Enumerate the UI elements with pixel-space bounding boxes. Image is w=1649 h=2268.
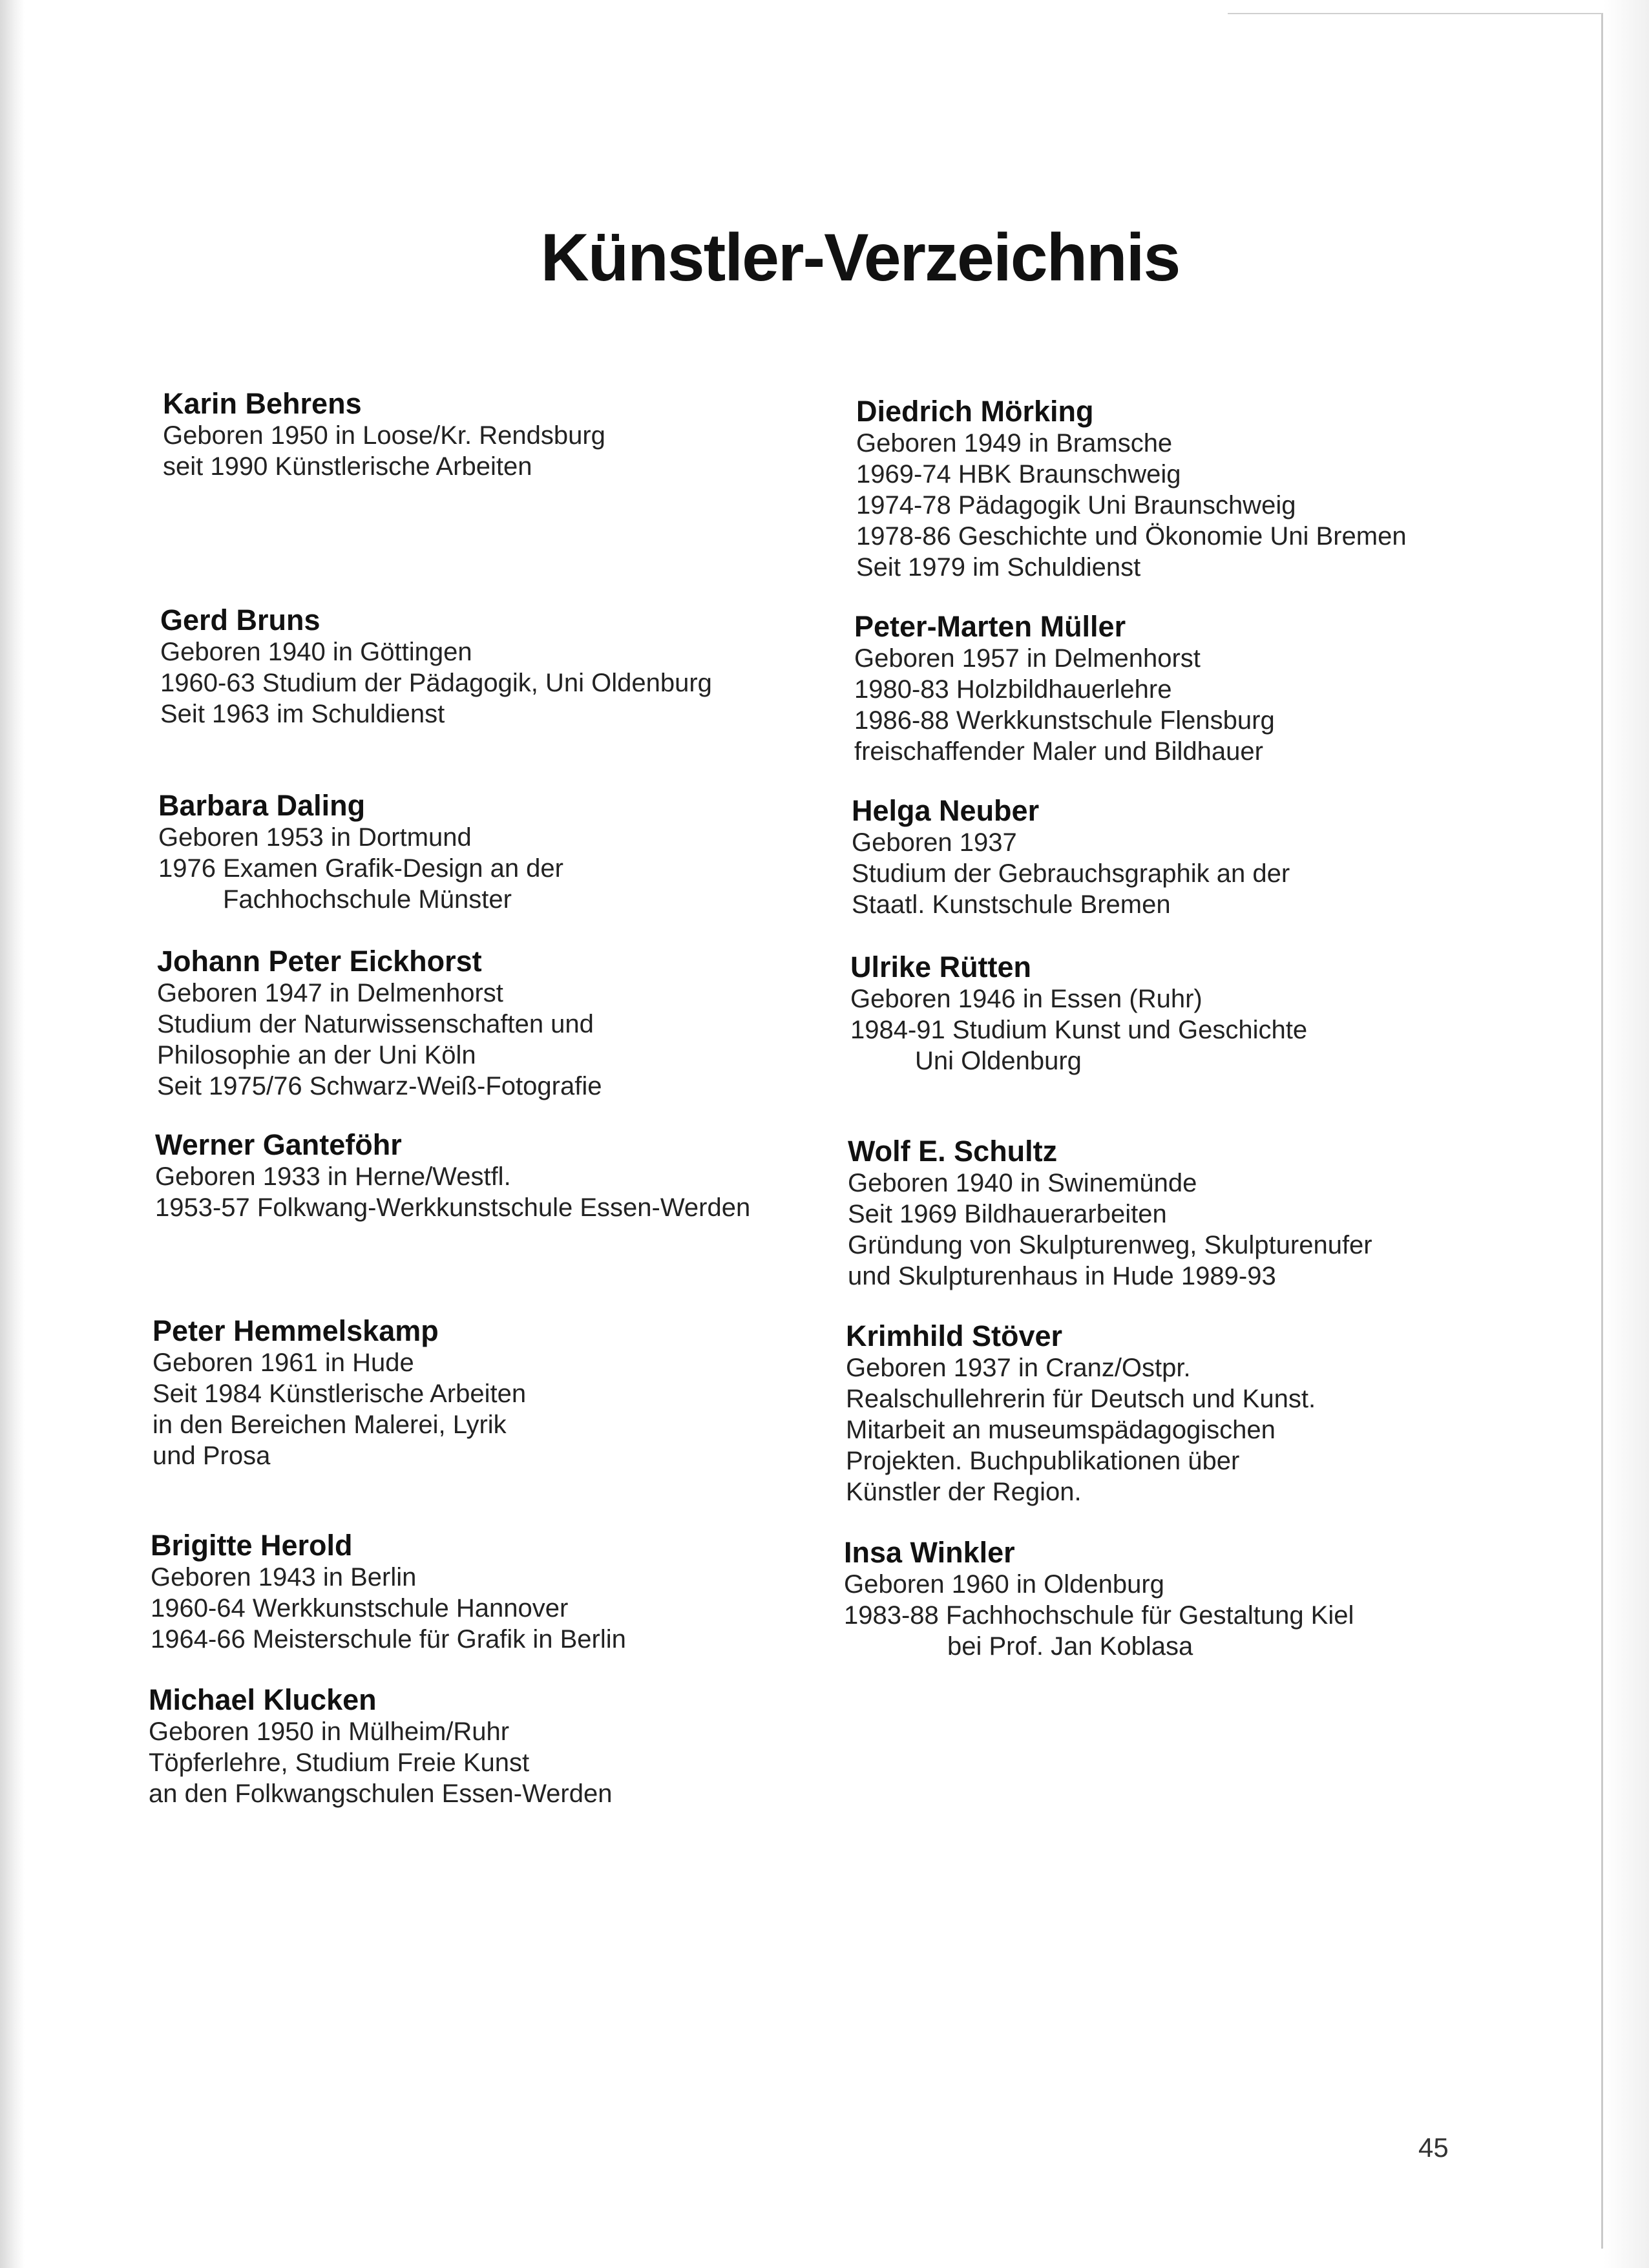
artist-entry-johann-peter-eickhorst — [157, 945, 835, 1102]
artist-detail: Geboren 1947 in Delmenhorst — [157, 979, 503, 1007]
artist-detail: 1953-57 Folkwang-Werkkunstschule Essen-Werden — [155, 1193, 751, 1222]
artist-detail: Mitarbeit an museumspädagogischen — [846, 1416, 1276, 1444]
artist-detail: Staatl. Kunstschule Bremen — [852, 890, 1171, 919]
artist-name: Peter-Marten Müller — [854, 610, 1126, 643]
artist-entry-karin-behrens — [163, 388, 841, 482]
page-title: Künstler-Verzeichnis — [540, 220, 1180, 295]
artist-detail: Geboren 1950 in Mülheim/Ruhr — [149, 1717, 510, 1746]
artist-detail: Geboren 1937 — [852, 828, 1017, 857]
artist-detail: Seit 1975/76 Schwarz-Weiß-Fotografie — [157, 1072, 602, 1100]
artist-entry-barbara-daling — [158, 790, 837, 915]
artist-detail: Geboren 1961 in Hude — [152, 1349, 414, 1377]
artist-detail: Seit 1963 im Schuldienst — [160, 700, 445, 728]
artist-detail: Geboren 1943 in Berlin — [151, 1563, 417, 1591]
artist-detail: 1984-91 Studium Kunst und Geschichte — [850, 1016, 1308, 1044]
artist-entry-wolf-e-schultz — [848, 1135, 1526, 1292]
scan-edge-left — [0, 0, 25, 2268]
artist-name: Diedrich Mörking — [856, 395, 1094, 428]
artist-detail: Geboren 1940 in Swinemünde — [848, 1169, 1197, 1197]
artist-detail: 1978-86 Geschichte und Ökonomie Uni Bremen — [856, 522, 1407, 551]
artist-detail: und Prosa — [152, 1442, 271, 1470]
scan-shadow-line-top — [1228, 13, 1602, 14]
artist-entry-brigitte-herold — [151, 1529, 829, 1655]
artist-detail: Seit 1984 Künstlerische Arbeiten — [152, 1380, 527, 1408]
artist-name: Krimhild Stöver — [846, 1319, 1063, 1352]
artist-entry-peter-marten-mueller — [854, 611, 1533, 767]
artist-detail: 1976 Examen Grafik-Design an der — [158, 854, 563, 883]
artist-entry-diedrich-moerking — [856, 395, 1535, 583]
artist-detail: 1980-83 Holzbildhauerlehre — [854, 675, 1172, 704]
artist-detail: Fachhochschule Münster — [223, 885, 512, 914]
artist-detail: Künstler der Region. — [846, 1478, 1082, 1506]
artist-detail: 1960-64 Werkkunstschule Hannover — [151, 1594, 569, 1622]
artist-name: Gerd Bruns — [160, 604, 320, 636]
artist-detail: Seit 1969 Bildhauerarbeiten — [848, 1200, 1167, 1228]
scan-edge-right — [1604, 0, 1649, 2268]
page-number: 45 — [1418, 2132, 1449, 2163]
artist-entry-peter-hemmelskamp — [152, 1315, 831, 1471]
artist-detail: 1974-78 Pädagogik Uni Braunschweig — [856, 491, 1296, 520]
artist-detail: Projekten. Buchpublikationen über — [846, 1447, 1240, 1475]
artist-name: Michael Klucken — [149, 1683, 377, 1716]
artist-detail: 1960-63 Studium der Pädagogik, Uni Oldenburg — [160, 669, 712, 697]
artist-name: Brigitte Herold — [151, 1529, 353, 1562]
artist-detail: 1986-88 Werkkunstschule Flensburg — [854, 706, 1275, 735]
artist-detail: Geboren 1957 in Delmenhorst — [854, 644, 1201, 673]
artist-name: Barbara Daling — [158, 789, 366, 822]
artist-entry-krimhild-stoever — [846, 1320, 1524, 1507]
artist-detail: Studium der Naturwissenschaften und — [157, 1010, 594, 1038]
artist-detail: Studium der Gebrauchsgraphik an der — [852, 859, 1290, 888]
artist-detail: Geboren 1950 in Loose/Kr. Rendsburg — [163, 421, 605, 450]
artist-detail: Realschullehrerin für Deutsch und Kunst. — [846, 1385, 1316, 1413]
artist-name: Wolf E. Schultz — [848, 1135, 1058, 1168]
artist-detail: 1964-66 Meisterschule für Grafik in Berlin — [151, 1625, 626, 1654]
artist-detail: 1969-74 HBK Braunschweig — [856, 460, 1181, 488]
artist-detail: Uni Oldenburg — [915, 1047, 1082, 1075]
artist-detail: Gründung von Skulpturenweg, Skulpturenufer — [848, 1231, 1372, 1259]
artist-detail: an den Folkwangschulen Essen-Werden — [149, 1780, 613, 1808]
artist-name: Ulrike Rütten — [850, 950, 1032, 983]
artist-name: Insa Winkler — [844, 1536, 1015, 1569]
artist-detail: Geboren 1953 in Dortmund — [158, 823, 472, 852]
artist-entry-insa-winkler — [844, 1537, 1522, 1662]
artist-name: Karin Behrens — [163, 387, 362, 420]
artist-detail: in den Bereichen Malerei, Lyrik — [152, 1411, 507, 1439]
artist-detail: Geboren 1933 in Herne/Westfl. — [155, 1162, 511, 1191]
artist-detail: und Skulpturenhaus in Hude 1989-93 — [848, 1262, 1276, 1290]
artist-entry-werner-gantefoehr — [155, 1129, 834, 1223]
artist-name: Helga Neuber — [852, 794, 1040, 827]
artist-name: Werner Ganteföhr — [155, 1128, 402, 1161]
artist-detail: Geboren 1937 in Cranz/Ostpr. — [846, 1354, 1191, 1382]
artist-name: Peter Hemmelskamp — [152, 1314, 439, 1347]
artist-entry-michael-klucken — [149, 1684, 827, 1809]
artist-entry-gerd-bruns — [160, 604, 839, 730]
artist-name: Johann Peter Eickhorst — [157, 945, 482, 978]
artist-detail: Geboren 1940 in Göttingen — [160, 638, 472, 666]
artist-detail: Töpferlehre, Studium Freie Kunst — [149, 1748, 530, 1777]
artist-detail: Philosophie an der Uni Köln — [157, 1041, 476, 1069]
artist-detail: Geboren 1960 in Oldenburg — [844, 1570, 1164, 1599]
scan-shadow-line — [1601, 13, 1603, 2249]
artist-entry-ulrike-ruetten — [850, 951, 1529, 1076]
artist-detail: freischaffender Maler und Bildhauer — [854, 737, 1263, 766]
artist-detail: Geboren 1949 in Bramsche — [856, 429, 1173, 457]
artist-entry-helga-neuber — [852, 795, 1530, 920]
artist-detail: seit 1990 Künstlerische Arbeiten — [163, 452, 532, 481]
artist-detail: Geboren 1946 in Essen (Ruhr) — [850, 985, 1203, 1013]
artist-detail: bei Prof. Jan Koblasa — [947, 1632, 1193, 1661]
artist-detail: 1983-88 Fachhochschule für Gestaltung Kiel — [844, 1601, 1354, 1630]
artist-detail: Seit 1979 im Schuldienst — [856, 553, 1141, 582]
